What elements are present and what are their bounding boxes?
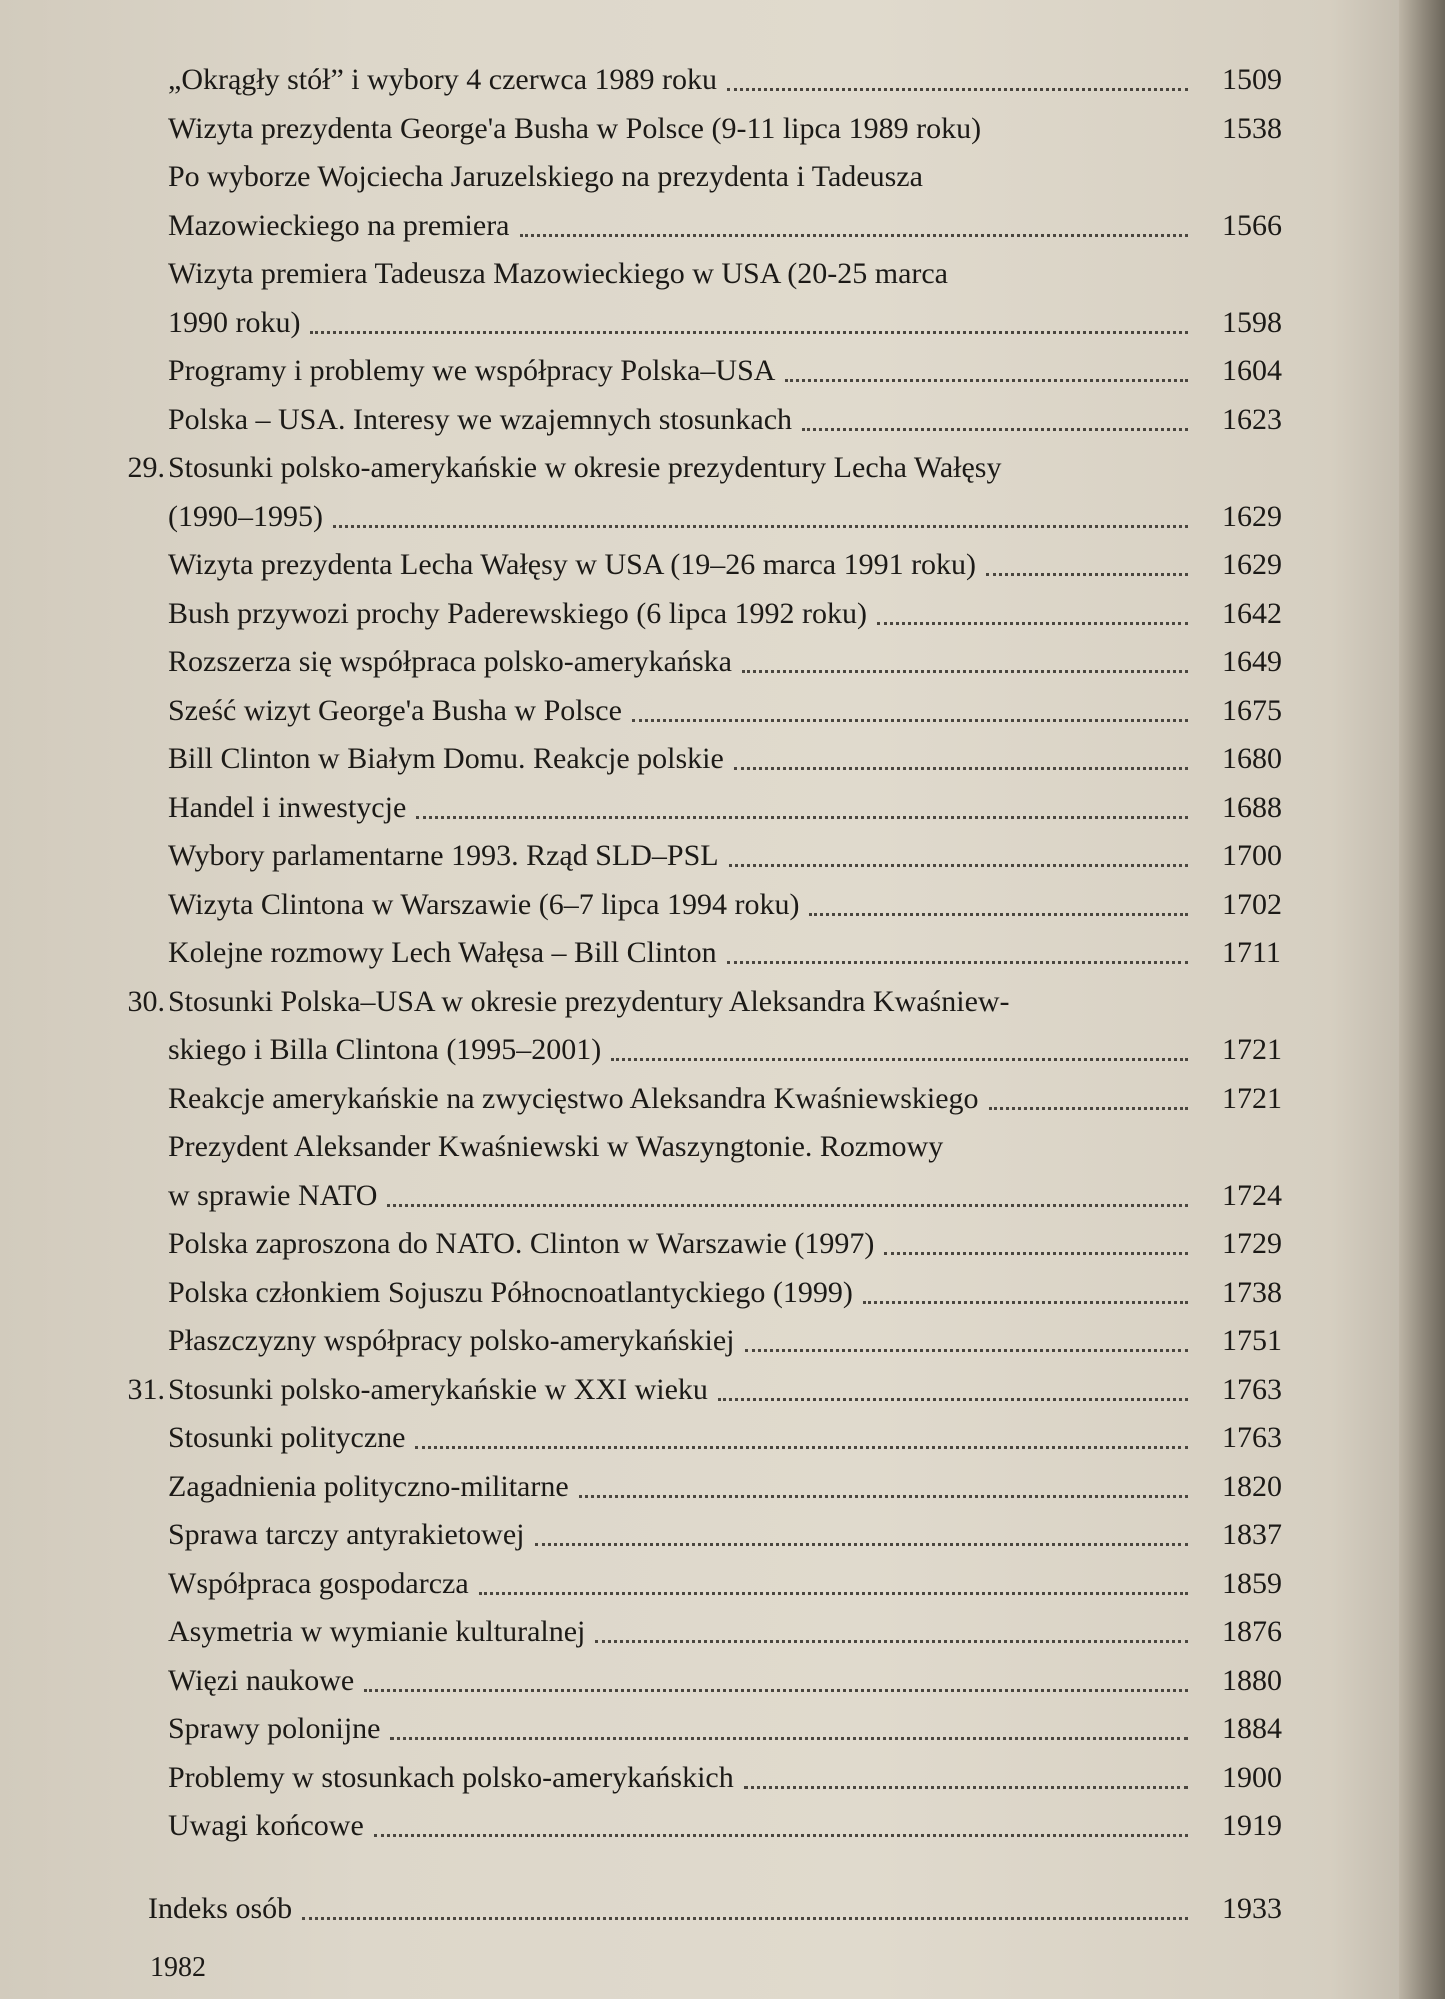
dot-leader [520, 206, 1189, 237]
dot-leader [579, 1467, 1188, 1498]
entry-page-number: 1598 [1222, 305, 1282, 339]
entry-title: Indeks osób [148, 1891, 293, 1925]
entry-page-number: 1859 [1222, 1566, 1282, 1600]
entry-page-number: 1763 [1222, 1421, 1282, 1454]
toc-entry [0, 1370, 1445, 1410]
entry-title: Wizyta prezydenta Lecha Wałęsy w USA (19–26 marca 1991 roku) [168, 548, 977, 581]
toc-entry [0, 60, 1445, 100]
entry-page-number: 1649 [1222, 645, 1282, 678]
dot-leader [727, 60, 1188, 91]
entry-title: Wybory parlamentarne 1993. Rząd SLD–PSL [168, 839, 719, 872]
entry-title: skiego i Billa Clintona (1995–2001) [168, 1033, 602, 1066]
entry-title: Stosunki polityczne [168, 1421, 406, 1454]
dot-leader [742, 642, 1188, 673]
entry-page-number: 1538 [1222, 111, 1282, 145]
dot-leader [364, 1661, 1188, 1692]
entry-title: Mazowieckiego na premiera [168, 208, 510, 242]
toc-entry [0, 739, 1445, 779]
toc-entry [0, 1564, 1445, 1604]
entry-title: Uwagi końcowe [168, 1809, 364, 1842]
entry-title: 1990 roku) [168, 305, 301, 339]
entry-title: Prezydent Aleksander Kwaśniewski w Waszyngtonie. Rozmowy [168, 1130, 944, 1163]
dot-leader [310, 303, 1188, 334]
entry-title: Stosunki polsko-amerykańskie w okresie prezydentury Lecha Wałęsy [168, 451, 1002, 484]
dot-leader [479, 1564, 1188, 1595]
toc-entry [0, 303, 1445, 343]
dot-leader [416, 788, 1188, 819]
dot-leader [387, 1176, 1188, 1207]
entry-page-number: 1721 [1222, 1033, 1282, 1066]
entry-title: Współpraca gospodarcza [168, 1566, 469, 1600]
entry-title: Bush przywozi prochy Paderewskiego (6 lipca 1992 roku) [168, 596, 867, 630]
toc-entry [0, 594, 1445, 634]
entry-page-number: 1900 [1222, 1760, 1282, 1794]
toc-entry [0, 982, 1445, 1022]
toc-entry [0, 545, 1445, 585]
entry-title: Rozszerza się współpraca polsko-amerykańska [168, 645, 732, 678]
entry-page-number: 1933 [1222, 1891, 1282, 1925]
entry-title: Kolejne rozmowy Lech Wałęsa – Bill Clinton [168, 936, 717, 969]
entry-page-number: 1884 [1222, 1712, 1282, 1745]
entry-page-number: 1642 [1222, 596, 1282, 630]
toc-entry [0, 109, 1445, 149]
dot-leader [390, 1709, 1188, 1740]
entry-title: Sprawy polonijne [168, 1712, 381, 1745]
dot-leader [729, 836, 1188, 867]
entry-page-number: 1721 [1222, 1081, 1282, 1115]
toc-entry [0, 1889, 1445, 1929]
dot-leader [863, 1273, 1188, 1304]
dot-leader [884, 1224, 1188, 1255]
dot-leader [374, 1806, 1188, 1837]
dot-leader [802, 400, 1188, 431]
toc-entry [0, 1515, 1445, 1555]
entry-title: Po wyborze Wojciecha Jaruzelskiego na prezydenta i Tadeusza [168, 160, 923, 193]
entry-page-number: 1566 [1222, 208, 1282, 242]
entry-title: Reakcje amerykańskie na zwycięstwo Aleksandra Kwaśniewskiego [168, 1081, 979, 1115]
dot-leader [718, 1370, 1188, 1401]
entry-title: Stosunki polsko-amerykańskie w XXI wieku [168, 1372, 708, 1406]
entry-title: Wizyta premiera Tadeusza Mazowieckiego w USA (20-25 marca [168, 257, 948, 290]
entry-page-number: 1919 [1222, 1809, 1282, 1842]
toc-entry [0, 448, 1445, 488]
entry-page-number: 1738 [1222, 1275, 1282, 1309]
entry-title: w sprawie NATO [168, 1178, 378, 1212]
dot-leader [986, 545, 1188, 576]
toc-entry [0, 885, 1445, 925]
entry-title: „Okrągły stół” i wybory 4 czerwca 1989 roku [168, 63, 717, 96]
entry-title: Sprawa tarczy antyrakietowej [168, 1518, 525, 1551]
toc-entry [0, 1224, 1445, 1264]
toc-entry [0, 206, 1445, 246]
entry-page-number: 1623 [1222, 402, 1282, 436]
toc-entry [0, 1273, 1445, 1313]
toc-entry [0, 1467, 1445, 1507]
entry-page-number: 1688 [1222, 790, 1282, 824]
entry-title: Sześć wizyt George'a Busha w Polsce [168, 693, 622, 727]
toc-entry [0, 254, 1445, 294]
entry-title: Programy i problemy we współpracy Polska–USA [168, 354, 776, 387]
entry-title: Polska zaproszona do NATO. Clinton w Warszawie (1997) [168, 1227, 875, 1260]
entry-page-number: 1763 [1222, 1372, 1282, 1406]
entry-page-number: 1702 [1222, 887, 1282, 921]
dot-leader [611, 1030, 1188, 1061]
toc-entry [0, 1079, 1445, 1119]
dot-leader [415, 1418, 1188, 1449]
toc-entry [0, 788, 1445, 828]
entry-page-number: 1751 [1222, 1324, 1282, 1357]
toc-entry [0, 1661, 1445, 1701]
entry-title: (1990–1995) [168, 499, 323, 533]
entry-page-number: 1680 [1222, 742, 1282, 775]
entry-page-number: 1880 [1222, 1663, 1282, 1697]
entry-page-number: 1729 [1222, 1227, 1282, 1260]
dot-leader [632, 691, 1188, 722]
toc-entry [0, 1321, 1445, 1361]
toc-entry [0, 1612, 1445, 1652]
entry-title: Zagadnienia polityczno-militarne [168, 1469, 569, 1503]
entry-title: Asymetria w wymianie kulturalnej [168, 1615, 586, 1648]
entry-title: Polska – USA. Interesy we wzajemnych stosunkach [168, 402, 793, 436]
toc-entry [0, 1127, 1445, 1167]
dot-leader [989, 1079, 1188, 1110]
toc-entry [0, 157, 1445, 197]
entry-page-number: 1629 [1222, 499, 1282, 533]
entry-page-number: 1820 [1222, 1469, 1282, 1503]
dot-leader [734, 739, 1188, 770]
entry-title: Handel i inwestycje [168, 790, 407, 824]
toc-entry [0, 1758, 1445, 1798]
toc-entry [0, 400, 1445, 440]
entry-title: Wizyta Clintona w Warszawie (6–7 lipca 1994 roku) [168, 887, 800, 921]
entry-page-number: 1509 [1222, 63, 1282, 96]
dot-leader [744, 1758, 1188, 1789]
dot-leader [595, 1612, 1188, 1643]
dot-leader [785, 351, 1188, 382]
entry-title: Płaszczyzny współpracy polsko-amerykańskiej [168, 1324, 735, 1357]
entry-page-number: 1837 [1222, 1518, 1282, 1551]
dot-leader [727, 933, 1188, 964]
toc-entry [0, 1030, 1445, 1070]
chapter-number: 31. [127, 1372, 165, 1406]
toc-entry [0, 642, 1445, 682]
entry-title: Więzi naukowe [168, 1663, 355, 1697]
entry-page-number: 1604 [1222, 354, 1282, 387]
entry-title: Problemy w stosunkach polsko-amerykańskich [168, 1760, 734, 1794]
toc-entry [0, 1709, 1445, 1749]
entry-title: Polska członkiem Sojuszu Północnoatlantyckiego (1999) [168, 1275, 853, 1309]
dot-leader [535, 1515, 1189, 1546]
page-number: 1982 [150, 1952, 206, 1983]
toc-entry [0, 1418, 1445, 1458]
chapter-number: 30. [127, 984, 165, 1018]
toc-entry [0, 351, 1445, 391]
toc-entry [0, 836, 1445, 876]
dot-leader [745, 1321, 1189, 1352]
entry-page-number: 1711 [1222, 936, 1281, 969]
entry-page-number: 1675 [1222, 693, 1282, 727]
entry-page-number: 1876 [1222, 1615, 1282, 1648]
entry-title: Stosunki Polska–USA w okresie prezydentury Aleksandra Kwaśniew- [168, 984, 1010, 1018]
toc-entry [0, 497, 1445, 537]
entry-page-number: 1724 [1222, 1178, 1282, 1212]
toc-entry [0, 691, 1445, 731]
dot-leader [333, 497, 1188, 528]
dot-leader [302, 1889, 1188, 1920]
entry-page-number: 1700 [1222, 839, 1282, 872]
toc-entry [0, 1806, 1445, 1846]
dot-leader [809, 885, 1188, 916]
chapter-number: 29. [127, 451, 165, 484]
entry-page-number: 1629 [1222, 548, 1282, 581]
dot-leader [877, 594, 1188, 625]
entry-title: Wizyta prezydenta George'a Busha w Polsce (9-11 lipca 1989 roku) [168, 111, 982, 145]
toc-entry [0, 933, 1445, 973]
entry-title: Bill Clinton w Białym Domu. Reakcje polskie [168, 742, 724, 775]
toc-entry [0, 1176, 1445, 1216]
